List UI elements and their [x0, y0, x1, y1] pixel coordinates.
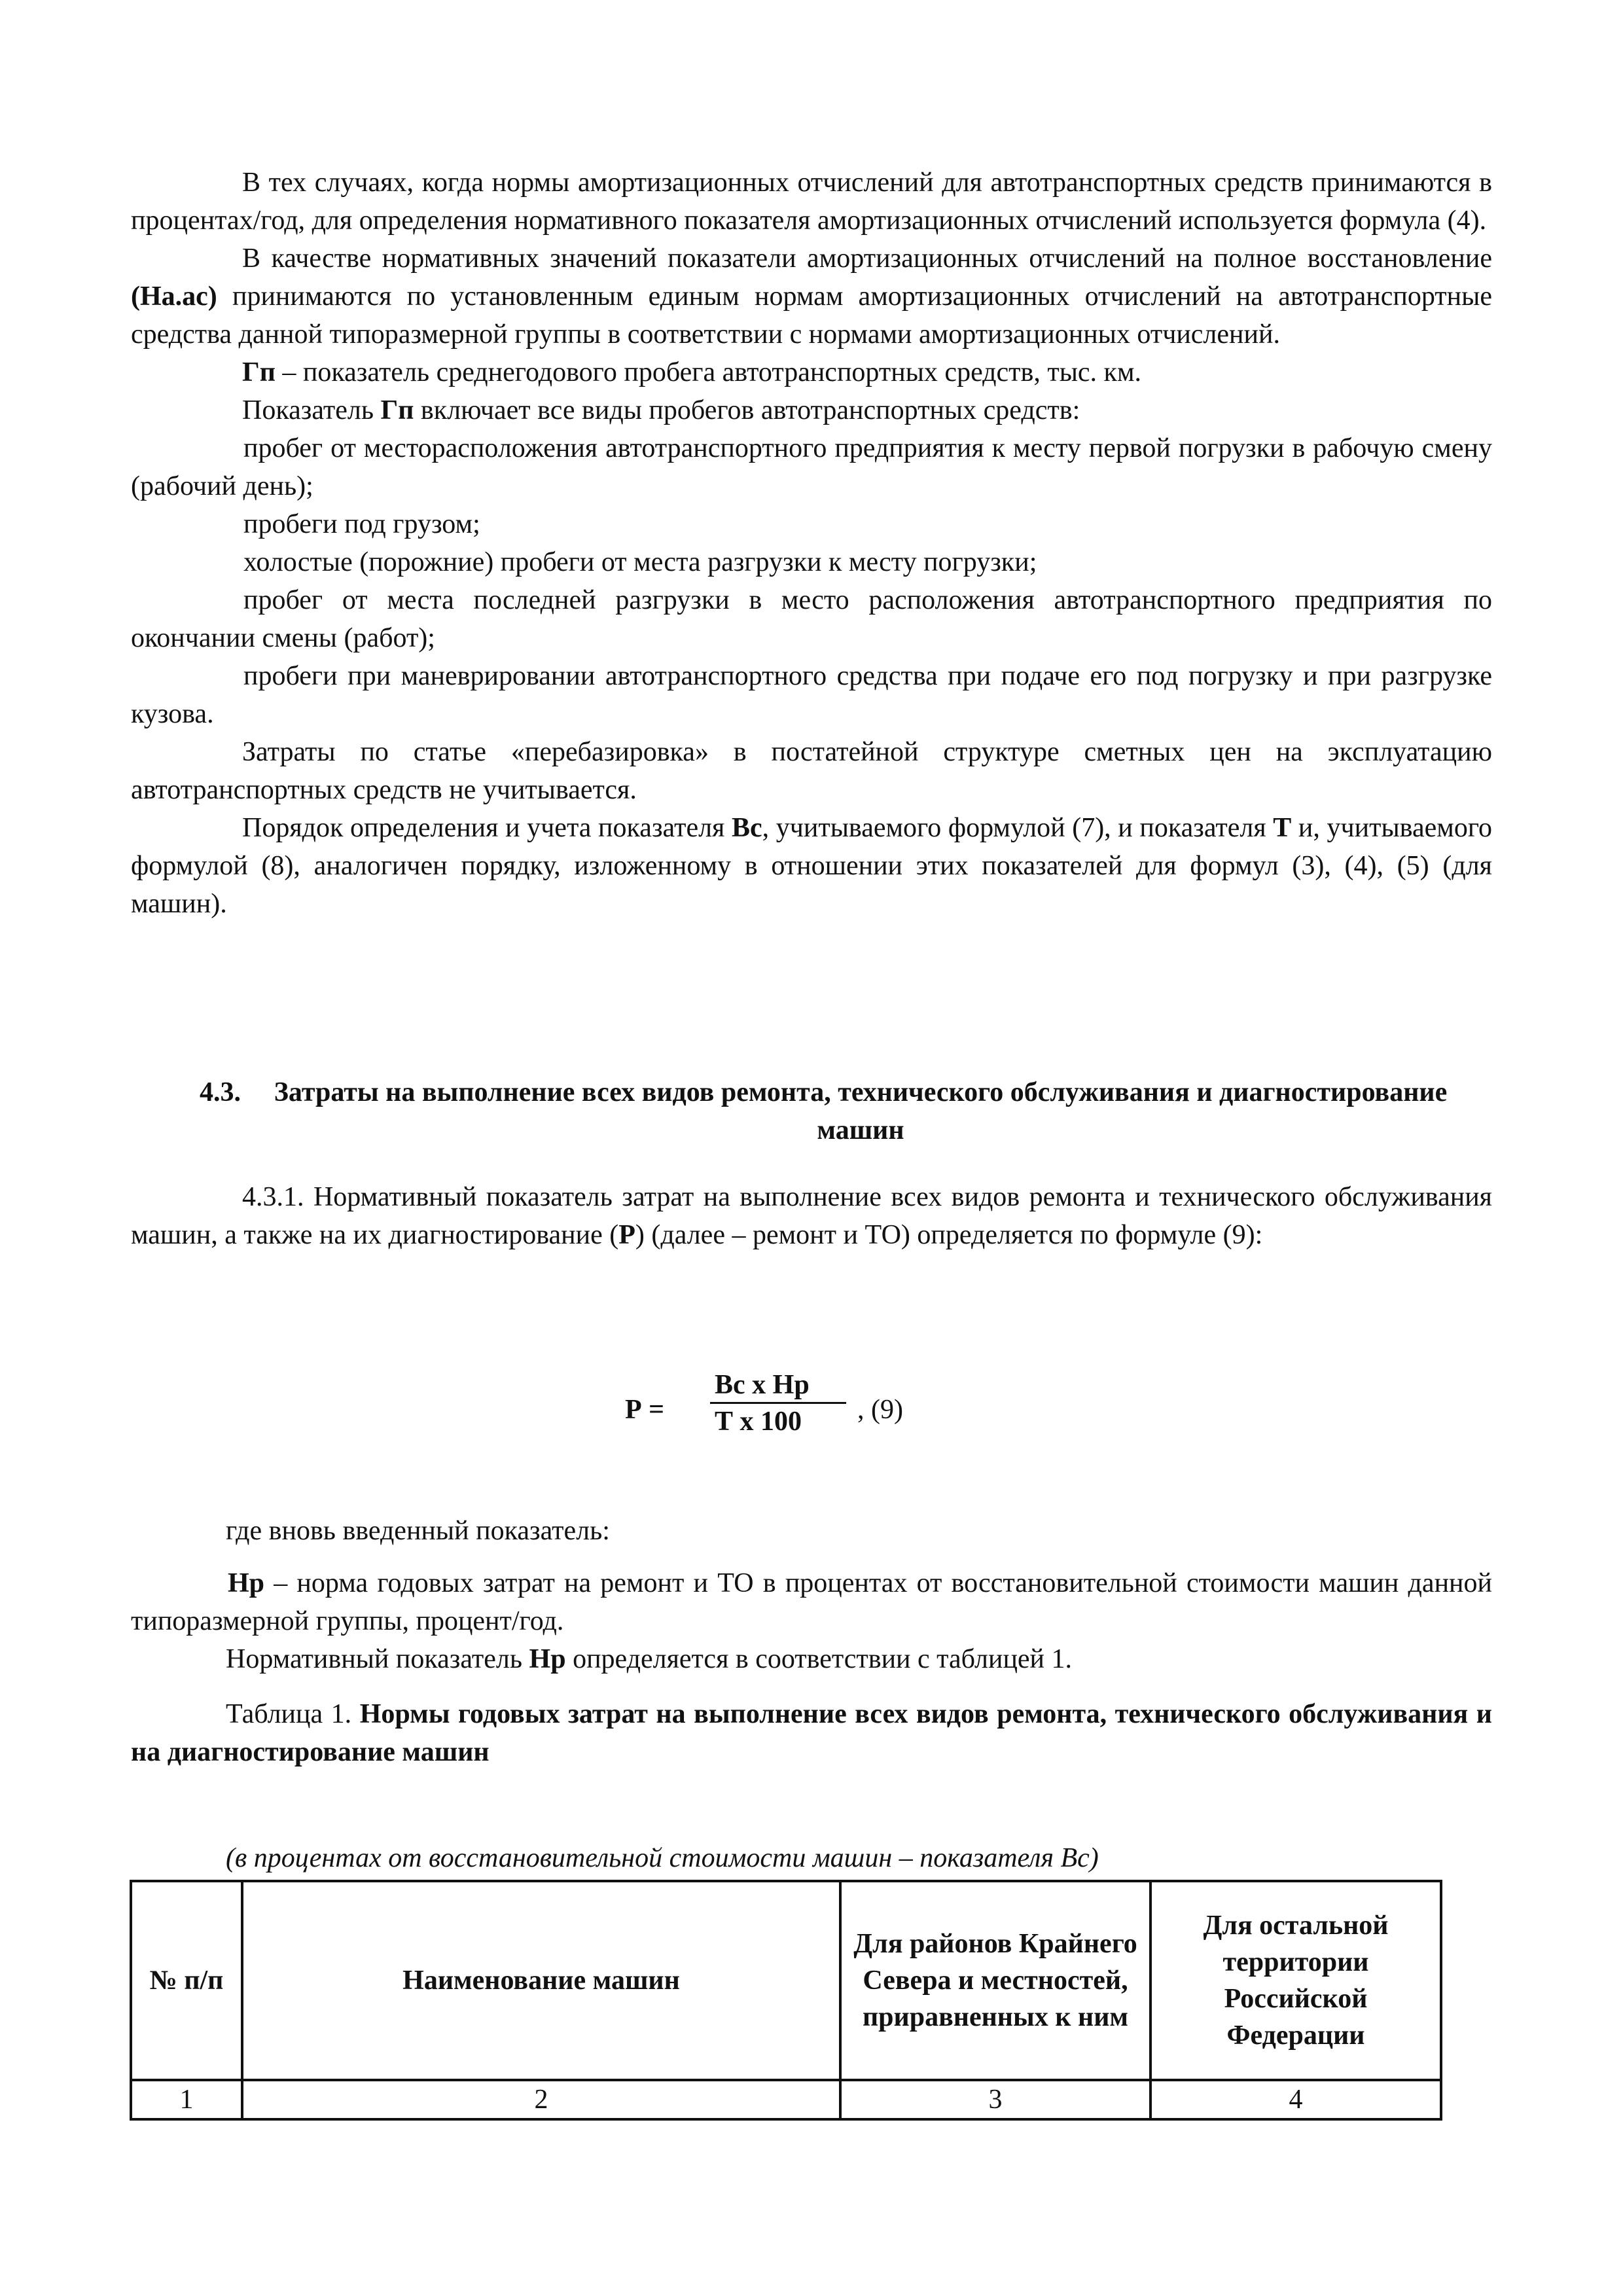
column-header-machine-name: Наименование машин: [242, 1881, 840, 2080]
table-header-row: [131, 1881, 1441, 2080]
term-t: Т: [1273, 813, 1292, 843]
list-item: пробег от месторасположения автотранспортного предприятия к месту первой погрузки в рабочую смену (рабочий день);: [131, 433, 1492, 501]
list-item: пробеги под грузом;: [243, 509, 480, 539]
table-cell: 1: [131, 2080, 242, 2119]
paragraph-text: и, учитываемого формулой (8), аналогичен порядку, изложенному в отношении этих показателей для формул (3), (4), (5) (для машин).: [131, 813, 1492, 919]
column-header-other-territory: Для остальной территории Российской Федерации: [1150, 1881, 1441, 2080]
formula-explanation: [131, 1512, 1492, 1678]
term-gp: Гп: [380, 395, 414, 425]
paragraph-gp-includes: [131, 391, 1492, 429]
section-heading: [131, 1073, 1492, 1149]
paragraph-4-3-1: [131, 1178, 1492, 1254]
list-item: холостые (порожние) пробеги от места разгрузки к месту погрузки;: [243, 547, 1037, 577]
paragraph-text: Порядок определения и учета показателя: [242, 813, 725, 843]
formula-number: , (9): [857, 1395, 903, 1425]
list-item: пробеги при маневрировании автотранспортного средства при подаче его под погрузку и при разгрузке кузова.: [131, 661, 1492, 729]
paragraph-text: 4.3.1. Нормативный показатель затрат на выполнение всех видов ремонта и технического обслуживания машин, а также на их диагностирование (: [131, 1182, 1492, 1250]
paragraph-text: Показатель: [242, 395, 374, 425]
section-number: 4.3.: [200, 1077, 241, 1107]
paragraph-text: Нормативный показатель: [226, 1644, 523, 1674]
fraction-bar: [710, 1402, 846, 1404]
table-caption-prefix: Таблица 1.: [226, 1699, 352, 1729]
list-item: пробег от места последней разгрузки в место расположения автотранспортного предприятия по окончании смены (работ);: [131, 585, 1492, 653]
paragraph-vs-t-procedure: [131, 809, 1492, 923]
table-caption: [131, 1695, 1492, 1771]
term-gp: Гп: [242, 357, 276, 387]
paragraph-np-table: [131, 1640, 1492, 1678]
formula-denominator: Т х 100: [715, 1407, 802, 1437]
formula-9: [625, 1361, 1214, 1460]
paragraph-np-definition: [131, 1564, 1492, 1640]
table-caption-title: Нормы годовых затрат на выполнение всех видов ремонта, технического обслуживания и на диагностирование машин: [131, 1699, 1492, 1767]
term-vs: Вс: [731, 813, 762, 843]
section-title: Затраты на выполнение всех видов ремонта, технического обслуживания и диагностирование машин: [274, 1077, 1448, 1145]
table-units-note: (в процентах от восстановительной стоимости машин – показателя Вс): [226, 1843, 1099, 1873]
paragraph-normative-values: [131, 240, 1492, 353]
body-text-top: [131, 164, 1492, 923]
paragraph-text: – норма годовых затрат на ремонт и ТО в процентах от восстановительной стоимости машин данной типоразмерной группы, процент/год.: [131, 1568, 1492, 1636]
paragraph-amortization-percent: В тех случаях, когда нормы амортизационных отчислений для автотранспортных средств принимаются в процентах/год, для определения нормативного показателя амортизационных отчислений используется формула (4).: [131, 168, 1492, 236]
paragraph-relocation: Затраты по статье «перебазировка» в постатейной структуре сметных цен на эксплуатацию автотранспортных средств не учитывается.: [131, 737, 1492, 805]
paragraph-text: , учитываемого формулой (7), и показателя: [762, 813, 1266, 843]
term-r: Р: [618, 1220, 635, 1250]
table-row: [131, 2080, 1441, 2119]
table-cell: 4: [1150, 2080, 1441, 2119]
term-na-as: (На.ас): [131, 281, 217, 312]
table-cell: 3: [840, 2080, 1150, 2119]
paragraph-text: В качестве нормативных значений показатели амортизационных отчислений на полное восстановление: [242, 243, 1492, 274]
paragraph-text: включает все виды пробегов автотранспортных средств:: [420, 395, 1080, 425]
table-caption-text: [131, 1695, 1492, 1771]
paragraph-text: определяется в соответствии с таблицей 1.: [573, 1644, 1073, 1674]
paragraph-text: ) (далее – ремонт и ТО) определяется по формуле (9):: [635, 1220, 1263, 1250]
paragraph-text: – показатель среднегодового пробега автотранспортных средств, тыс. км.: [282, 357, 1142, 387]
term-np: Нр: [529, 1644, 566, 1674]
formula-numerator: Вс х Нр: [715, 1370, 810, 1400]
subsection-4-3-1: [131, 1178, 1492, 1254]
paragraph-text: принимаются по установленным единым нормам амортизационных отчислений на автотранспортные средства данной типоразмерной группы в соответствии с нормами амортизационных отчислений.: [131, 281, 1492, 350]
term-np: Нр: [228, 1568, 265, 1598]
column-header-number: № п/п: [131, 1881, 242, 2080]
formula-lhs: Р =: [625, 1395, 665, 1425]
table-cell: 2: [242, 2080, 840, 2119]
paragraph-gp-definition: [131, 353, 1492, 391]
paragraph-where: где вновь введенный показатель:: [226, 1516, 610, 1546]
norms-table: [130, 1880, 1442, 2121]
column-header-far-north: Для районов Крайнего Севера и местностей, приравненных к ним: [840, 1881, 1150, 2080]
